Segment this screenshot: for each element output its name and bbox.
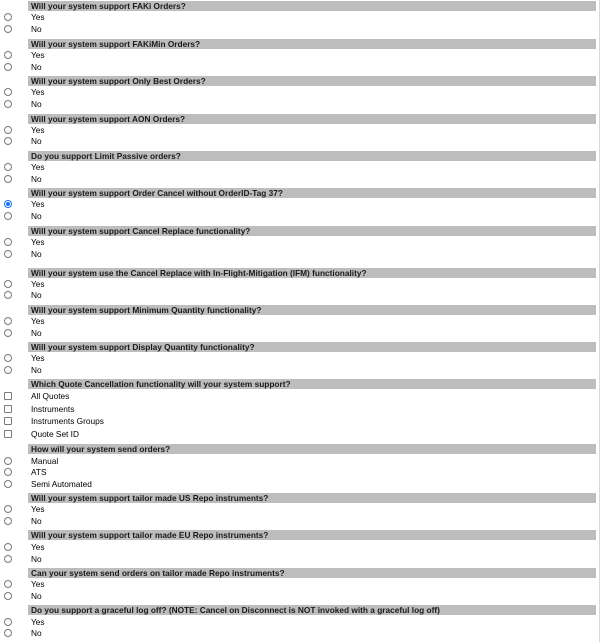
option-label: No — [31, 174, 42, 184]
option-row-no[interactable] — [0, 516, 200, 527]
radio-yes[interactable] — [4, 200, 12, 208]
option-row-yes[interactable] — [0, 617, 200, 628]
option-label: Yes — [31, 12, 45, 22]
radio-yes[interactable] — [4, 543, 12, 551]
option-row-no[interactable] — [0, 591, 200, 602]
option-label: ATS — [31, 467, 47, 477]
option-row-no[interactable] — [0, 211, 200, 222]
option-row-yes[interactable] — [0, 12, 200, 23]
radio-no[interactable] — [4, 175, 12, 183]
option-row-yes[interactable] — [0, 316, 200, 327]
question-heading: Will your system support tailor made US Repo instruments? — [28, 493, 596, 503]
question-heading: Will your system support Minimum Quantity functionality? — [28, 305, 596, 315]
radio-no[interactable] — [4, 291, 12, 299]
option-row-yes[interactable] — [0, 125, 200, 136]
radio-yes[interactable] — [4, 280, 12, 288]
option-label: All Quotes — [31, 391, 70, 401]
checkbox-all-quotes[interactable] — [4, 392, 12, 400]
option-label: Yes — [31, 316, 45, 326]
question-heading: Can your system send orders on tailor made Repo instruments? — [28, 568, 596, 578]
question-heading: How will your system send orders? — [28, 444, 596, 454]
option-label: No — [31, 628, 42, 638]
option-row-yes[interactable] — [0, 199, 200, 210]
option-label: Yes — [31, 504, 45, 514]
question-heading: Will your system use the Cancel Replace with In-Flight-Mitigation (IFM) functionality? — [28, 268, 596, 278]
radio-no[interactable] — [4, 592, 12, 600]
option-row-no[interactable] — [0, 174, 200, 185]
option-label: Yes — [31, 87, 45, 97]
option-label: Yes — [31, 542, 45, 552]
question-heading: Do you support Limit Passive orders? — [28, 151, 596, 161]
option-label: No — [31, 365, 42, 375]
radio-yes[interactable] — [4, 580, 12, 588]
radio-no[interactable] — [4, 250, 12, 258]
option-label: No — [31, 554, 42, 564]
radio-no[interactable] — [4, 329, 12, 337]
checkbox-instruments-groups[interactable] — [4, 417, 12, 425]
radio-yes[interactable] — [4, 126, 12, 134]
option-row-no[interactable] — [0, 249, 200, 260]
option-label: Yes — [31, 50, 45, 60]
radio-no[interactable] — [4, 517, 12, 525]
option-row-no[interactable] — [0, 136, 200, 147]
radio-no[interactable] — [4, 100, 12, 108]
option-row-yes[interactable] — [0, 50, 200, 61]
option-row-semi-automated[interactable] — [0, 479, 200, 490]
option-row-no[interactable] — [0, 24, 200, 35]
radio-semi-automated[interactable] — [4, 480, 12, 488]
checkbox-instruments[interactable] — [4, 405, 12, 413]
option-row-manual[interactable] — [0, 456, 200, 467]
option-label: Yes — [31, 125, 45, 135]
option-row-quote-set-id[interactable] — [0, 429, 200, 440]
option-row-yes[interactable] — [0, 579, 200, 590]
question-heading: Will your system support AON Orders? — [28, 114, 596, 124]
question-heading: Will your system support FAKi Orders? — [28, 1, 596, 11]
question-heading: Will your system support Cancel Replace functionality? — [28, 226, 596, 236]
option-label: Yes — [31, 279, 45, 289]
radio-no[interactable] — [4, 137, 12, 145]
option-label: No — [31, 290, 42, 300]
option-label: No — [31, 136, 42, 146]
option-label: Instruments — [31, 404, 75, 414]
option-label: No — [31, 99, 42, 109]
radio-no[interactable] — [4, 366, 12, 374]
option-row-yes[interactable] — [0, 353, 200, 364]
radio-no[interactable] — [4, 63, 12, 71]
option-label: Yes — [31, 199, 45, 209]
option-label: Yes — [31, 617, 45, 627]
option-row-yes[interactable] — [0, 279, 200, 290]
option-label: Yes — [31, 162, 45, 172]
option-row-instruments[interactable] — [0, 404, 200, 415]
radio-ats[interactable] — [4, 468, 12, 476]
option-row-instruments-groups[interactable] — [0, 416, 200, 427]
checkbox-quote-set-id[interactable] — [4, 430, 12, 438]
question-heading: Will your system support Display Quantity functionality? — [28, 342, 596, 352]
option-row-no[interactable] — [0, 62, 200, 73]
option-row-yes[interactable] — [0, 87, 200, 98]
question-heading: Will your system support Only Best Orders? — [28, 76, 596, 86]
radio-yes[interactable] — [4, 51, 12, 59]
option-label: Semi Automated — [31, 479, 92, 489]
radio-yes[interactable] — [4, 317, 12, 325]
option-label: No — [31, 591, 42, 601]
option-label: Manual — [31, 456, 59, 466]
option-row-no[interactable] — [0, 554, 200, 565]
radio-no[interactable] — [4, 212, 12, 220]
option-label: No — [31, 211, 42, 221]
option-row-yes[interactable] — [0, 504, 200, 515]
radio-yes[interactable] — [4, 163, 12, 171]
option-label: No — [31, 328, 42, 338]
radio-no[interactable] — [4, 629, 12, 637]
option-row-yes[interactable] — [0, 542, 200, 553]
radio-yes[interactable] — [4, 618, 12, 626]
option-row-no[interactable] — [0, 365, 200, 376]
option-label: Yes — [31, 579, 45, 589]
radio-yes[interactable] — [4, 354, 12, 362]
radio-no[interactable] — [4, 25, 12, 33]
option-label: No — [31, 516, 42, 526]
option-row-yes[interactable] — [0, 162, 200, 173]
radio-yes[interactable] — [4, 505, 12, 513]
option-row-no[interactable] — [0, 290, 200, 301]
question-heading: Will your system support tailor made EU Repo instruments? — [28, 530, 596, 540]
question-heading: Will your system support Order Cancel without OrderID-Tag 37? — [28, 188, 596, 198]
question-heading: Do you support a graceful log off? (NOTE: Cancel on Disconnect is NOT invoked with a graceful log off) — [28, 605, 596, 615]
option-label: Yes — [31, 353, 45, 363]
option-row-ats[interactable] — [0, 467, 200, 478]
radio-yes[interactable] — [4, 88, 12, 96]
radio-yes[interactable] — [4, 13, 12, 21]
option-row-no[interactable] — [0, 628, 200, 639]
radio-manual[interactable] — [4, 457, 12, 465]
option-label: No — [31, 249, 42, 259]
question-heading: Will your system support FAKiMin Orders? — [28, 39, 596, 49]
option-row-no[interactable] — [0, 328, 200, 339]
radio-no[interactable] — [4, 555, 12, 563]
option-label: Instruments Groups — [31, 416, 104, 426]
option-row-yes[interactable] — [0, 237, 200, 248]
question-heading: Which Quote Cancellation functionality will your system support? — [28, 379, 596, 389]
option-label: No — [31, 24, 42, 34]
option-label: No — [31, 62, 42, 72]
option-label: Yes — [31, 237, 45, 247]
option-label: Quote Set ID — [31, 429, 79, 439]
radio-yes[interactable] — [4, 238, 12, 246]
option-row-all-quotes[interactable] — [0, 391, 200, 402]
option-row-no[interactable] — [0, 99, 200, 110]
